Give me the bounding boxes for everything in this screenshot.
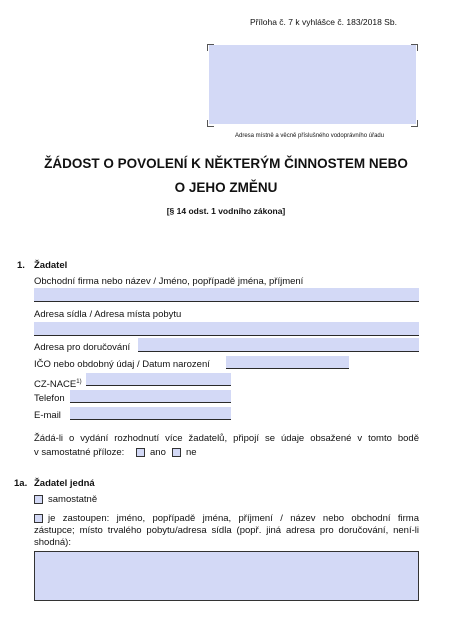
legal-reference: [§ 14 odst. 1 vodního zákona]: [166, 206, 286, 216]
representative-details-field[interactable]: [34, 551, 419, 601]
represented-text-3: shodná):: [34, 537, 71, 548]
ico-label: IČO nebo obdobný údaj / Datum narození: [34, 359, 210, 370]
represented-checkbox[interactable]: [34, 514, 43, 523]
corner-mark: [207, 120, 214, 127]
email-field[interactable]: [70, 407, 231, 420]
name-label: Obchodní firma nebo název / Jméno, popřípadě jména, příjmení: [34, 276, 304, 287]
address-label: Adresa sídla / Adresa místa pobytu: [34, 309, 182, 320]
cznace-footnote: 1): [76, 379, 82, 385]
corner-mark: [411, 120, 418, 127]
office-address-box[interactable]: [209, 45, 416, 124]
cznace-label: [34, 376, 82, 391]
no-label: ne: [186, 447, 197, 458]
independent-label: samostatně: [48, 494, 98, 505]
attachment-note: Příloha č. 7 k vyhlášce č. 183/2018 Sb.: [250, 17, 397, 27]
name-field[interactable]: [34, 288, 419, 302]
independent-checkbox[interactable]: [34, 495, 43, 504]
section-1-heading: Žadatel: [34, 260, 68, 271]
delivery-address-label: Adresa pro doručování: [34, 342, 131, 353]
multi-applicant-text-2: v samostatné příloze:: [34, 447, 125, 458]
phone-label: Telefon: [34, 393, 65, 404]
yes-checkbox[interactable]: [136, 448, 145, 457]
represented-text-1: je zastoupen: jméno, popřípadě jména, příjmení / název nebo obchodní firma: [48, 513, 419, 524]
ico-field[interactable]: [226, 356, 349, 369]
page-title-line2: O JEHO ZMĚNU: [174, 180, 278, 195]
section-1a-heading: Žadatel jedná: [34, 478, 95, 489]
cznace-text: CZ-NACE: [34, 379, 77, 391]
phone-field[interactable]: [70, 390, 231, 403]
cznace-field[interactable]: [86, 373, 231, 386]
address-field[interactable]: [34, 322, 419, 336]
multi-applicant-text-1: Žádá-li o vydání rozhodnutí více žadatelů, připojí se údaje obsažené v tomto bodě: [34, 433, 419, 444]
corner-mark: [411, 44, 418, 51]
section-1-number: 1.: [17, 260, 25, 271]
yes-label: ano: [150, 447, 166, 458]
address-caption: Adresa místně a věcně příslušného vodoprávního úřadu: [235, 133, 385, 139]
page-title-line1: ŽÁDOST O POVOLENÍ K NĚKTERÝM ČINNOSTEM NEBO: [44, 156, 408, 171]
delivery-address-field[interactable]: [138, 338, 419, 352]
represented-text-2: zástupce; místo trvalého pobytu/adresa sídla (popř. jiná adresa pro doručování, není-li: [34, 525, 419, 536]
no-checkbox[interactable]: [172, 448, 181, 457]
email-label: E-mail: [34, 410, 61, 421]
section-1a-number: 1a.: [14, 478, 28, 489]
corner-mark: [207, 44, 214, 51]
